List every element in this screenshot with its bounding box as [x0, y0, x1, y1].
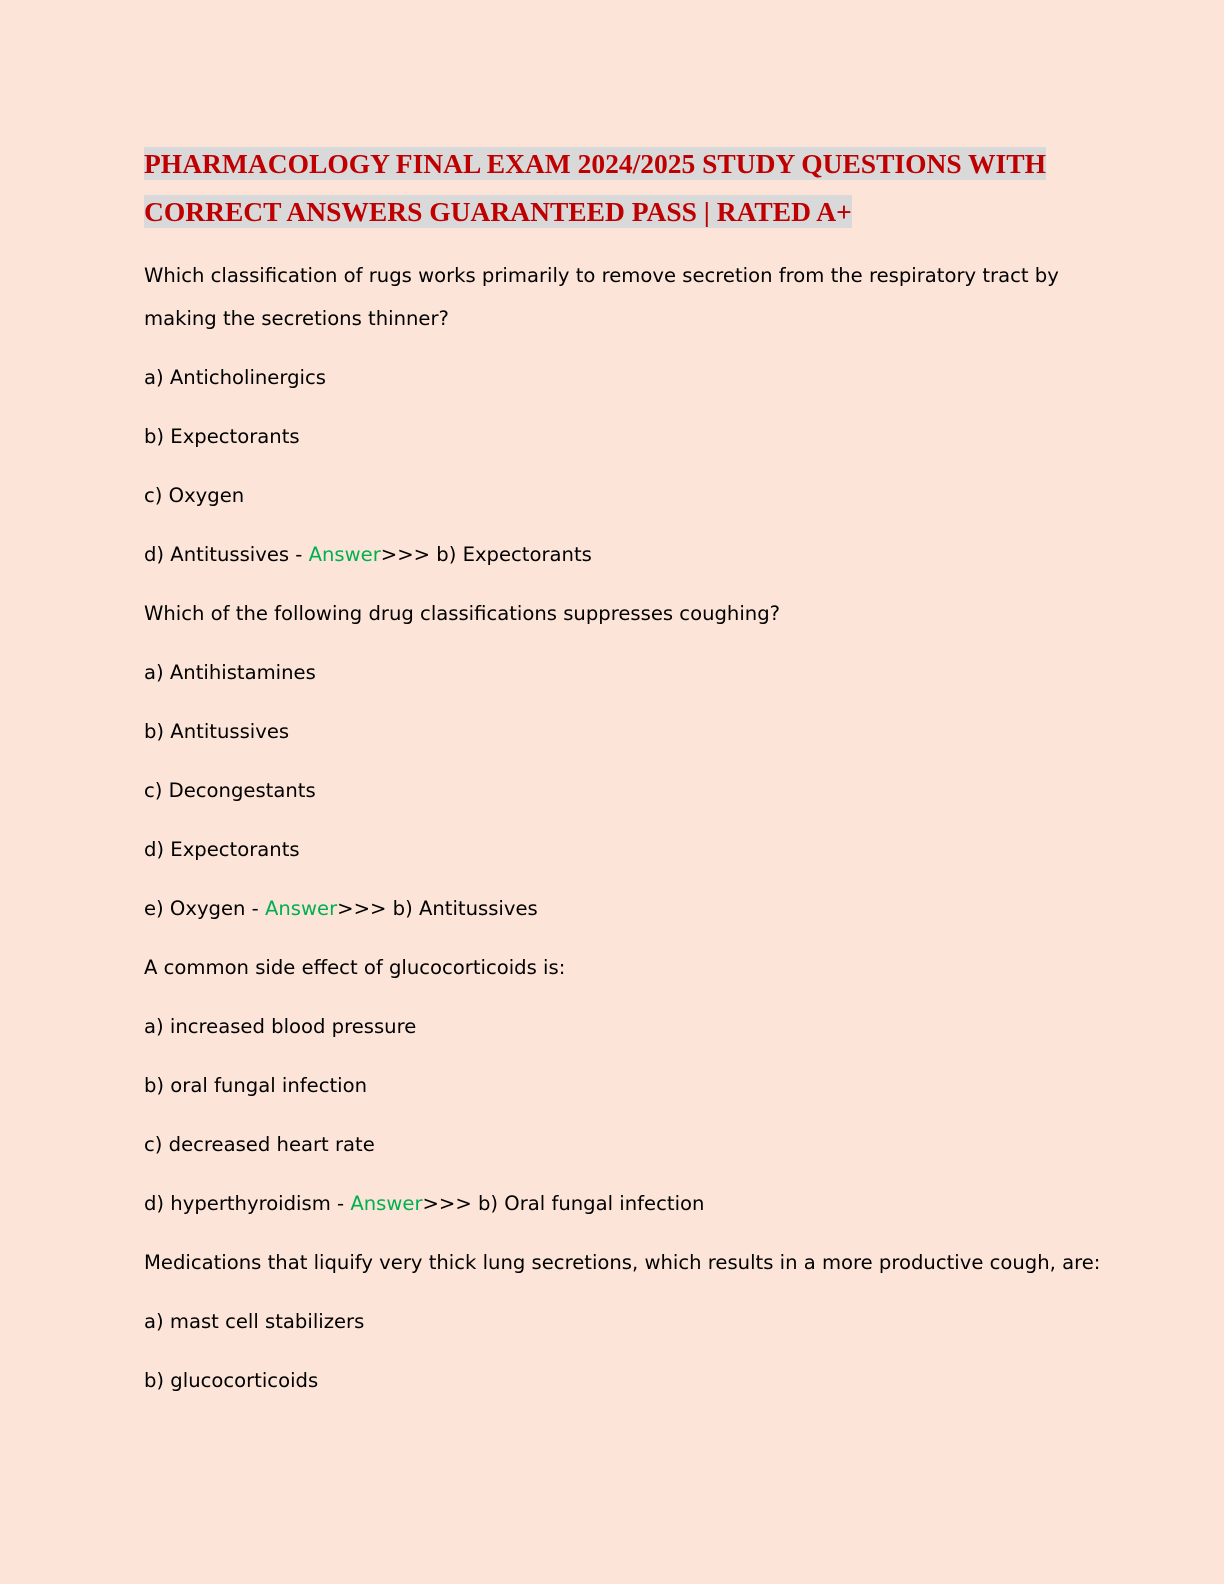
answer-option-with-key — [144, 887, 1104, 930]
answer-option-with-key — [144, 1182, 1104, 1225]
answer-option: c) Oxygen — [144, 484, 245, 507]
answer-label: Answer — [350, 1192, 423, 1215]
document-page — [144, 140, 1104, 1418]
answer-option: a) Antihistamines — [144, 661, 316, 684]
answer-key-text: >>> b) Oral fungal infection — [422, 1192, 705, 1215]
question-stem: Which classification of rugs works primarily to remove secretion from the respiratory tract by making the secretions thinner? — [144, 264, 1059, 330]
answer-option: b) glucocorticoids — [144, 1369, 319, 1392]
answer-key-text: >>> b) Expectorants — [380, 543, 592, 566]
answer-label: Answer — [264, 897, 338, 920]
answer-option: b) Expectorants — [144, 425, 300, 448]
answer-option: d) Expectorants — [144, 838, 300, 861]
question-stem: Which of the following drug classifications suppresses coughing? — [144, 602, 781, 625]
document-title — [144, 140, 1104, 236]
answer-option: b) Antitussives — [144, 720, 290, 743]
question-list — [144, 254, 1104, 1402]
answer-label: Answer — [308, 543, 381, 566]
answer-option: c) Decongestants — [144, 779, 316, 802]
answer-option: a) mast cell stabilizers — [144, 1310, 365, 1333]
answer-option-text: d) hyperthyroidism - — [144, 1192, 351, 1215]
answer-option-text: e) Oxygen - — [144, 897, 265, 920]
answer-key-text: >>> b) Antitussives — [337, 897, 538, 920]
answer-option: a) Anticholinergics — [144, 366, 326, 389]
question-stem: Medications that liquify very thick lung secretions, which results in a more productive cough, are: — [144, 1251, 1101, 1274]
question-stem: A common side effect of glucocorticoids is: — [144, 956, 566, 979]
answer-option-with-key — [144, 533, 1104, 576]
answer-option: a) increased blood pressure — [144, 1015, 417, 1038]
answer-option: c) decreased heart rate — [144, 1133, 375, 1156]
answer-option: b) oral fungal infection — [144, 1074, 368, 1097]
title-highlight: PHARMACOLOGY FINAL EXAM 2024/2025 STUDY QUESTIONS WITH CORRECT ANSWERS GUARANTEED PASS | RATED A+ — [144, 148, 1046, 227]
answer-option-text: d) Antitussives - — [144, 543, 309, 566]
